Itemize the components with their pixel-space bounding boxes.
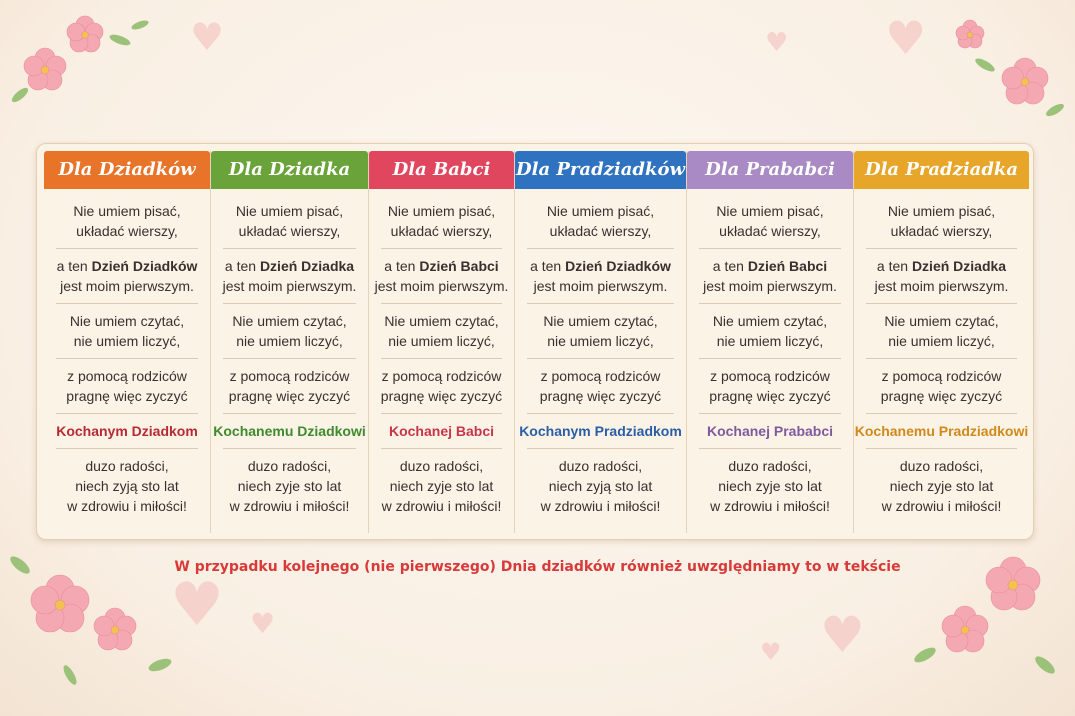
poem-line: jest moim pierwszym. [60,278,194,294]
poem-line: nie umiem liczyć, [388,333,495,349]
divider [223,448,356,449]
poem-line: układać wierszy, [76,223,178,239]
poem-line: Nie umiem czytać, [543,313,658,329]
dedication: Kochanym Dziadkom [56,423,198,439]
heart-icon: ♥ [170,570,224,640]
divider [381,358,502,359]
stanza [44,456,210,516]
divider [527,413,674,414]
divider [381,303,502,304]
stanza [211,201,368,241]
divider [223,303,356,304]
poem-line: Nie umiem czytać, [69,313,185,329]
poem-line: Nie umiem czytać, [232,313,347,329]
poem-line: z pomocą rodziców [540,368,661,384]
poem-line: pragnę więc zyczyć [539,388,662,404]
blossom-top-right-icon [915,10,1075,130]
footer-note: W przypadku kolejnego (nie pierwszego) Dnia dziadków również uwzględniamy to w tekście [174,559,901,575]
poem-line: układać wierszy, [549,223,652,239]
poem-line: Nie umiem czytać, [384,313,499,329]
poem-column-prababci [687,151,854,533]
stanza [369,311,514,351]
divider [866,303,1017,304]
poem-line: z pomocą rodziców [381,368,502,384]
column-header: Dla Pradziadków [515,151,686,189]
poem-line: niech zyje sto lat [718,478,822,494]
heart-icon: ♥ [820,606,865,664]
poem-line: w zdrowiu i miłości! [67,498,187,514]
heart-icon: ♥ [250,607,276,640]
stanza [854,366,1029,406]
divider [381,413,502,414]
poem-line: niech zyje sto lat [389,478,494,494]
poem-line: pragnę więc zyczyć [228,388,351,404]
divider [699,448,841,449]
stanza [515,256,686,296]
poem-line: jest moim pierwszym. [874,278,1009,294]
poem-line: w zdrowiu i miłości! [229,498,350,514]
poem-line: Nie umiem pisać, [73,203,181,219]
stanza [687,366,853,406]
divider [527,358,674,359]
poem-line: nie umiem liczyć, [716,333,824,349]
stanza [687,256,853,296]
column-header: Dla Babci [369,151,514,189]
poem-line: układać wierszy, [390,223,493,239]
poem-line: a ten Dzień Dziadka [224,258,355,274]
poem-line: Nie umiem pisać, [387,203,496,219]
poem-line: Nie umiem pisać, [887,203,996,219]
stanza [515,366,686,406]
poem-line: jest moim pierwszym. [703,278,837,294]
stanza [44,256,210,296]
poem-line: a ten Dzień Dziadka [876,258,1007,274]
poem-line: a ten Dzień Dziadków [56,258,198,274]
poem-line: nie umiem liczyć, [73,333,181,349]
stanza [369,201,514,241]
poem-line: nie umiem liczyć, [547,333,654,349]
poem-line: pragnę więc zyczyć [880,388,1003,404]
poem-line: Nie umiem pisać, [716,203,824,219]
poem-line: nie umiem liczyć, [888,333,995,349]
poem-column-dziadka [211,151,369,533]
column-header: Dla Prababci [687,151,853,189]
heart-icon: ♥ [190,15,225,59]
poem-line: z pomocą rodziców [710,368,830,384]
divider [527,248,674,249]
poem-line: w zdrowiu i miłości! [710,498,830,514]
poem-line: a ten Dzień Babci [384,258,499,274]
dedication: Kochanemu Dziadkowi [213,423,366,439]
poem-line: duzo radości, [558,458,643,474]
divider [527,448,674,449]
divider [223,413,356,414]
stanza [854,456,1029,516]
poem-line: w zdrowiu i miłości! [540,498,661,514]
poem-line: w zdrowiu i miłości! [381,498,502,514]
poem-line: a ten Dzień Dziadków [530,258,671,274]
poem-board [36,143,1034,540]
stanza [369,256,514,296]
stanza [211,311,368,351]
divider [381,448,502,449]
poem-line: niech zyje sto lat [237,478,342,494]
heart-icon: ♥ [765,28,789,58]
poem-line: układać wierszy, [719,223,821,239]
divider [866,248,1017,249]
stanza [515,456,686,516]
poem-column-pradziadka [854,151,1029,533]
column-header: Dla Pradziadka [854,151,1029,189]
divider [699,248,841,249]
stanza [44,311,210,351]
poem-column-babci [369,151,515,533]
stanza [854,311,1029,351]
divider [223,358,356,359]
stanza [369,366,514,406]
stanza [687,201,853,241]
poem-line: niech zyją sto lat [548,478,653,494]
stanza [211,366,368,406]
poem-line: pragnę więc zyczyć [709,388,831,404]
stanza [515,311,686,351]
divider [56,448,198,449]
dedication: Kochanym Pradziadkom [519,423,682,439]
divider [866,358,1017,359]
dedication: Kochanej Babci [388,423,495,439]
poem-line: z pomocą rodziców [881,368,1002,384]
poem-line: Nie umiem czytać, [884,313,999,329]
divider [381,248,502,249]
poem-line: z pomocą rodziców [229,368,350,384]
poem-line: duzo radości, [728,458,812,474]
divider [223,248,356,249]
stanza [369,456,514,516]
poem-line: pragnę więc zyczyć [66,388,188,404]
divider [699,358,841,359]
column-header: Dla Dziadków [44,151,210,189]
divider [866,413,1017,414]
poem-line: duzo radości, [899,458,984,474]
stanza [211,456,368,516]
stanza [515,201,686,241]
poem-line: Nie umiem pisać, [235,203,344,219]
poem-line: układać wierszy, [890,223,993,239]
heart-icon: ♥ [760,638,782,666]
poem-line: pragnę więc zyczyć [380,388,503,404]
poem-line: układać wierszy, [238,223,341,239]
divider [866,448,1017,449]
stanza [44,366,210,406]
dedication: Kochanej Prababci [706,423,834,439]
poem-line: w zdrowiu i miłości! [881,498,1002,514]
poem-line: Nie umiem czytać, [712,313,828,329]
divider [56,358,198,359]
divider [699,303,841,304]
poem-line: jest moim pierwszym. [533,278,668,294]
poem-line: jest moim pierwszym. [374,278,509,294]
heart-icon: ♥ [885,11,927,65]
poem-line: jest moim pierwszym. [222,278,357,294]
poem-line: duzo radości, [85,458,169,474]
stanza [44,201,210,241]
poem-line: nie umiem liczyć, [236,333,343,349]
divider [56,248,198,249]
blossom-bottom-right-icon [895,515,1075,715]
poem-line: a ten Dzień Babci [712,258,828,274]
stanza [687,311,853,351]
divider [527,303,674,304]
column-header: Dla Dziadka [211,151,368,189]
poem-line: niech zyje sto lat [889,478,994,494]
divider [56,413,198,414]
stanza [211,256,368,296]
divider [699,413,841,414]
poem-line: niech zyją sto lat [75,478,179,494]
blossom-top-left-icon [0,0,180,120]
poem-line: z pomocą rodziców [67,368,187,384]
poem-column-pradziadkow [515,151,687,533]
dedication: Kochanemu Pradziadkowi [854,423,1029,439]
divider [56,303,198,304]
poem-column-dziadkow [44,151,211,533]
poem-line: Nie umiem pisać, [546,203,655,219]
poem-line: duzo radości, [399,458,484,474]
stanza [854,256,1029,296]
stanza [687,456,853,516]
stanza [854,201,1029,241]
poem-line: duzo radości, [247,458,332,474]
